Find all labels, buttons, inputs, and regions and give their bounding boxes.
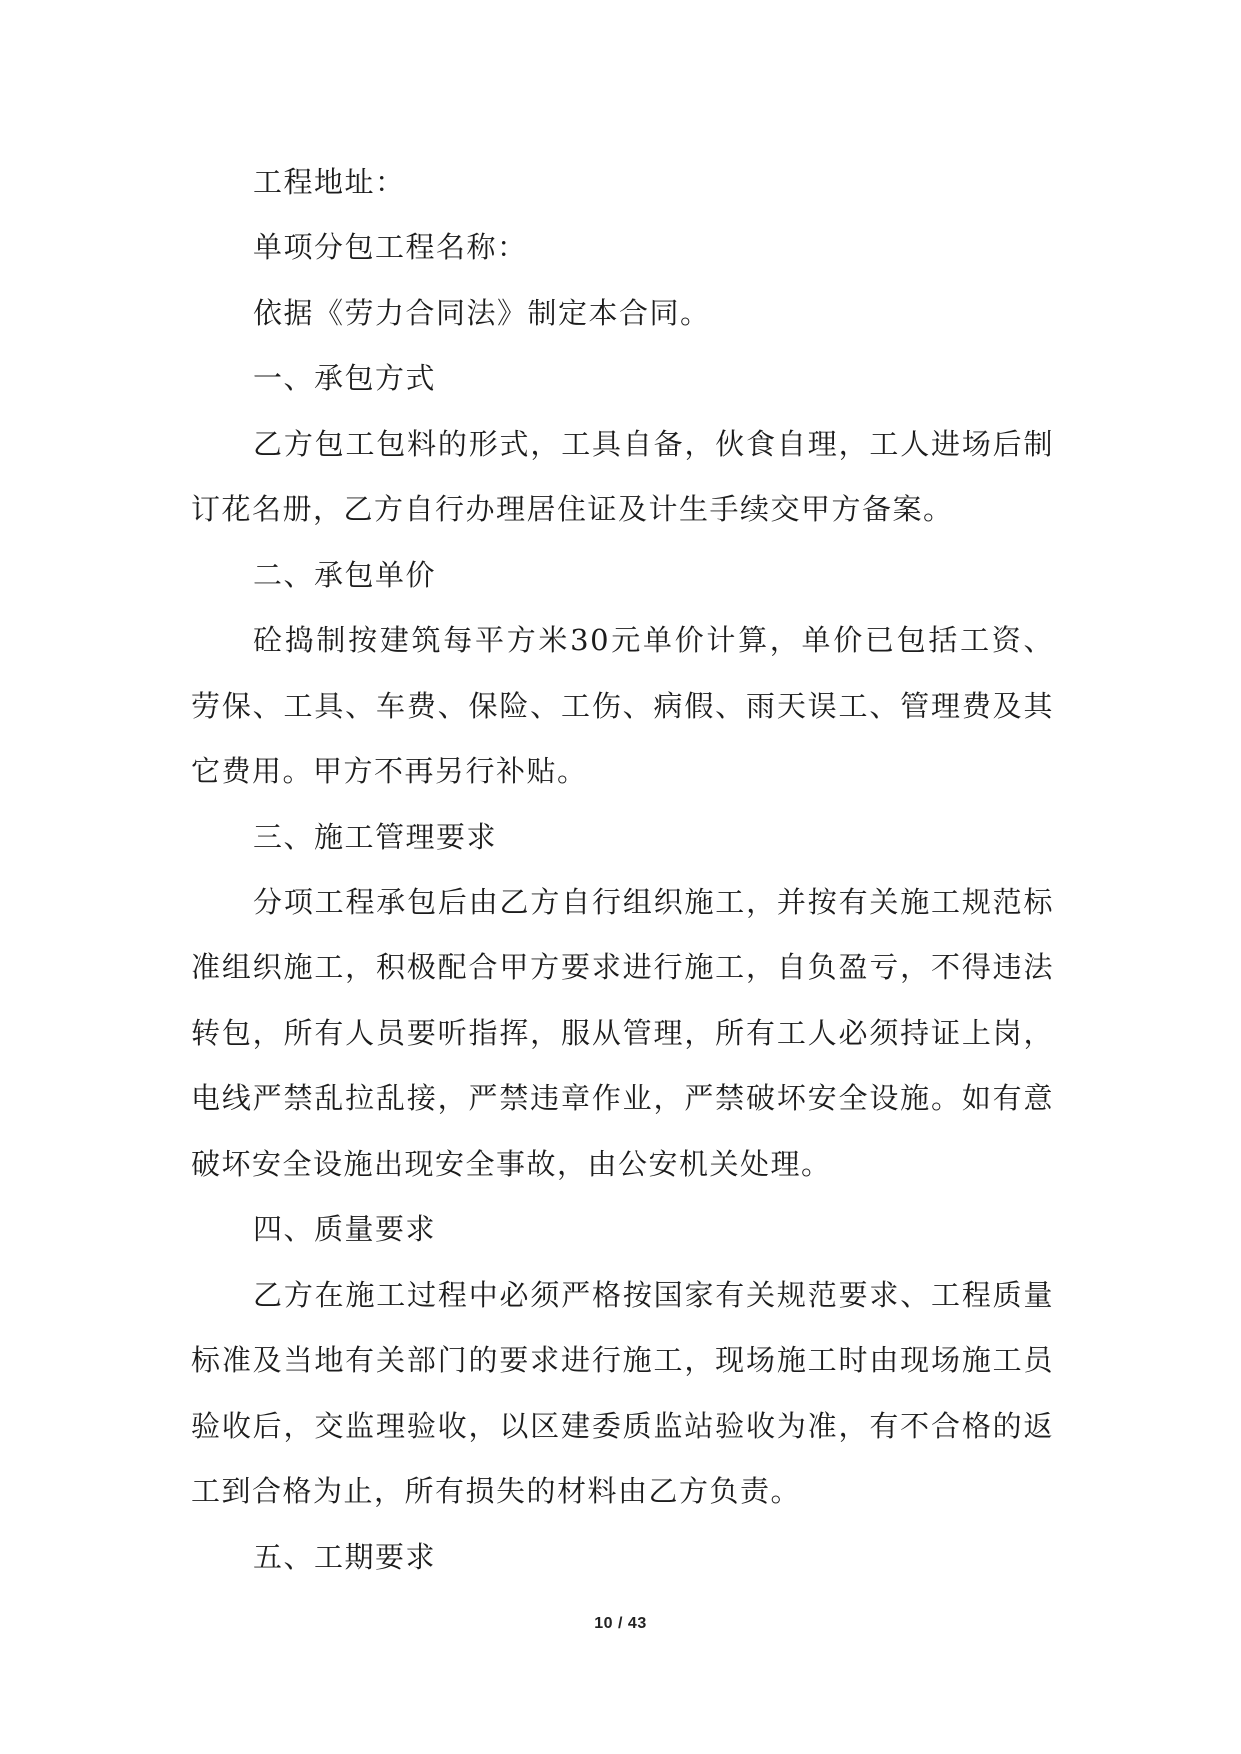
section-heading-unit-price: 二、承包单价	[253, 557, 437, 592]
paragraph-contract-method	[191, 412, 1054, 543]
paragraph-quality	[191, 1263, 1054, 1525]
paragraph-line: 乙方包工包料的形式，工具自备，伙食自理，工人进场后制	[253, 426, 1054, 461]
paragraph-construction-management	[191, 870, 1054, 1197]
section-heading-schedule: 五、工期要求	[253, 1539, 437, 1574]
paragraph-unit-price	[191, 608, 1054, 804]
paragraph-line: 劳保、工具、车费、保险、工伤、病假、雨天误工、管理费及其	[191, 688, 1054, 723]
paragraph-line: 乙方在施工过程中必须严格按国家有关规范要求、工程质量	[253, 1277, 1054, 1312]
project-address-label: 工程地址：	[253, 165, 406, 199]
section-heading-construction-management: 三、施工管理要求	[253, 819, 498, 854]
section-heading-quality: 四、质量要求	[253, 1212, 437, 1247]
paragraph-line: 它费用。甲方不再另行补贴。	[191, 754, 588, 789]
section-heading-contract-method: 一、承包方式	[253, 361, 437, 396]
paragraph-line: 转包，所有人员要听指挥，服从管理，所有工人必须持证上岗，	[191, 1015, 1054, 1050]
contract-basis: 依据《劳力合同法》制定本合同。	[253, 295, 711, 330]
paragraph-line: 订花名册，乙方自行办理居住证及计生手续交甲方备案。	[191, 492, 954, 527]
paragraph-line: 准组织施工，积极配合甲方要求进行施工，自负盈亏，不得违法	[191, 950, 1054, 985]
page-number: 10 / 43	[594, 1615, 647, 1632]
paragraph-line: 电线严禁乱拉乱接，严禁违章作业，严禁破坏安全设施。如有意	[191, 1081, 1054, 1116]
project-name-label: 单项分包工程名称：	[253, 230, 528, 265]
paragraph-line: 验收后，交监理验收，以区建委质监站验收为准，有不合格的返	[191, 1408, 1054, 1443]
paragraph-line: 破坏安全设施出现安全事故，由公安机关处理。	[191, 1146, 832, 1181]
paragraph-line: 砼捣制按建筑每平方米30元单价计算，单价已包括工资、	[253, 623, 1054, 658]
paragraph-line: 分项工程承包后由乙方自行组织施工，并按有关施工规范标	[253, 884, 1054, 919]
paragraph-line: 工到合格为止，所有损失的材料由乙方负责。	[191, 1474, 802, 1509]
document-body	[191, 150, 1054, 1590]
paragraph-line: 标准及当地有关部门的要求进行施工，现场施工时由现场施工员	[191, 1343, 1054, 1378]
